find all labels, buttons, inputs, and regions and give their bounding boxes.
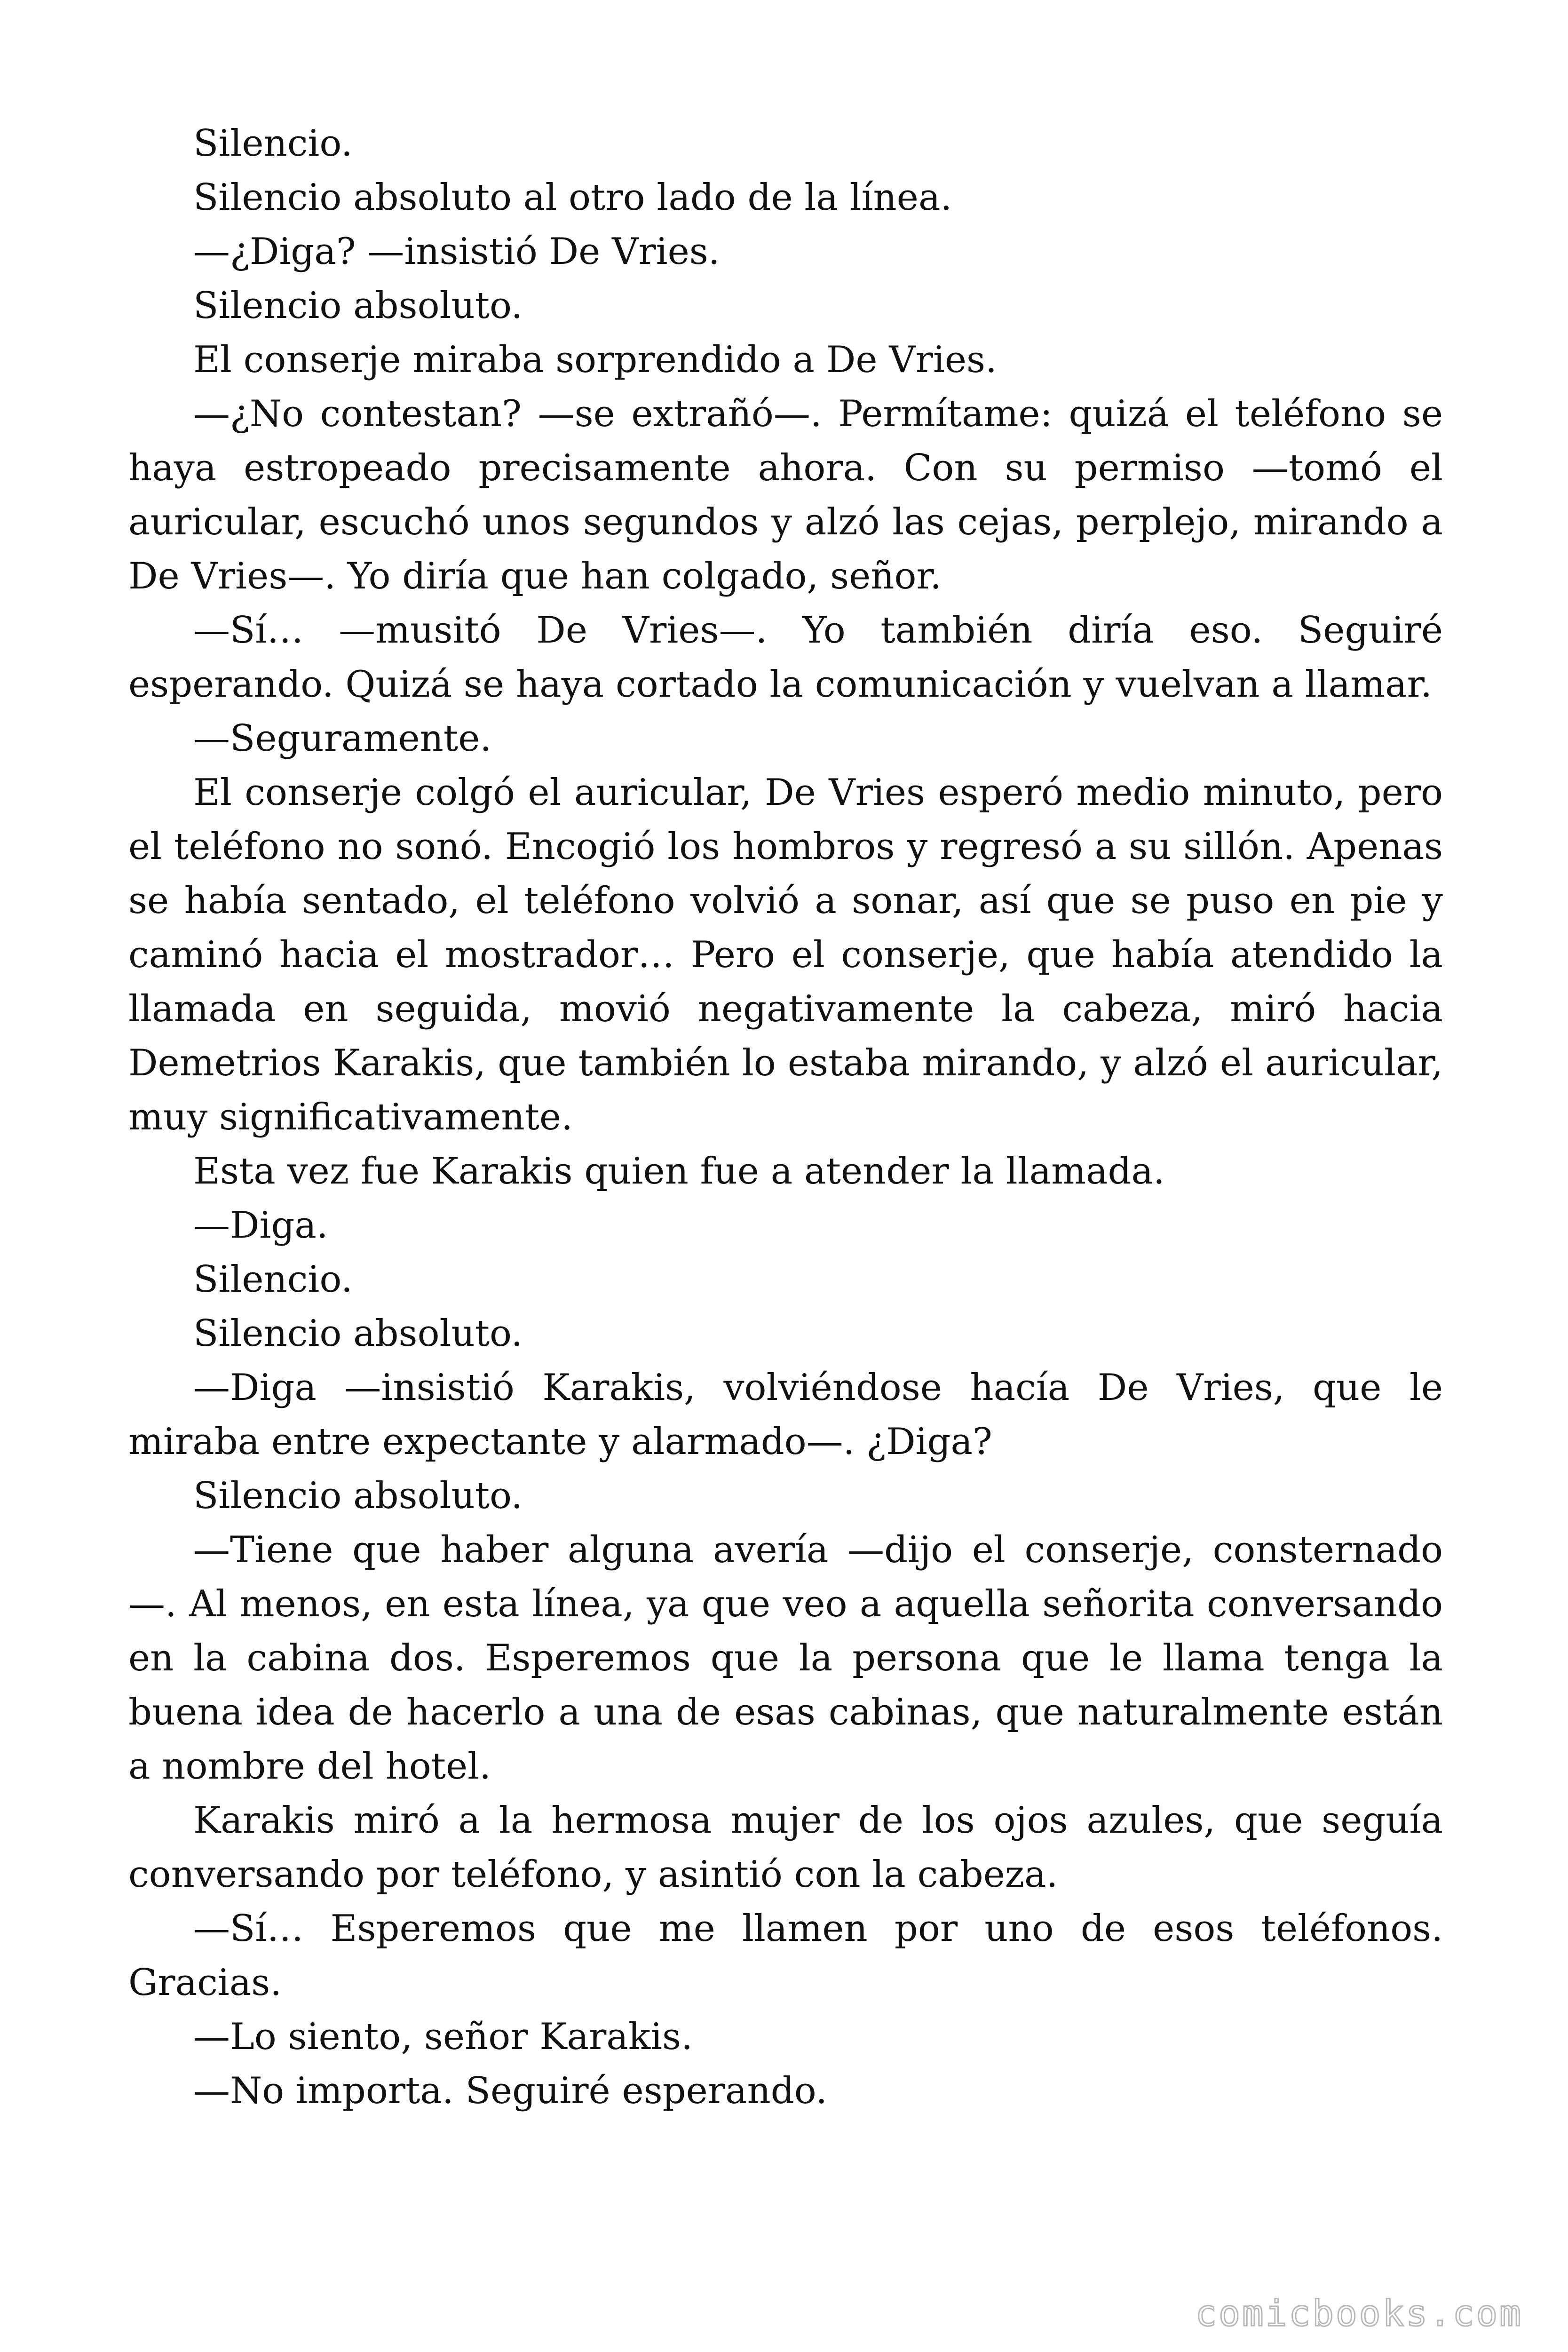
paragraph: —No importa. Seguiré esperando. <box>193 2070 828 2112</box>
paragraph: —Sí… —musitó De Vries—. Yo también diría eso. Seguiré esperando. Quizá se haya cortado la comunicación y vuelvan a llamar. <box>128 609 1443 706</box>
paragraph: Silencio absoluto. <box>193 1312 523 1355</box>
paragraph: —Tiene que haber alguna avería —dijo el conserje, consternado —. Al menos, en esta línea, ya que veo a aquella señorita conversando en la cabina dos. Esperemos que la persona que le llama tenga la buena idea de hacerlo a una de esas cabinas, que naturalmente están a nombre del hotel. <box>128 1529 1443 1788</box>
paragraph: Silencio absoluto. <box>193 285 523 327</box>
paragraph: Silencio absoluto. <box>193 1475 523 1517</box>
paragraph: —Diga. <box>193 1204 328 1247</box>
paragraph: Silencio absoluto al otro lado de la línea. <box>193 176 952 219</box>
watermark-text: comicbooks.com <box>1195 2292 1523 2334</box>
paragraph: —Lo siento, señor Karakis. <box>193 2016 693 2058</box>
paragraph: Karakis miró a la hermosa mujer de los ojos azules, que seguía conversando por teléfono, y asintió con la cabeza. <box>128 1799 1443 1896</box>
paragraph: —Sí… Esperemos que me llamen por uno de esos teléfonos. Gracias. <box>128 1907 1443 2004</box>
document-page <box>128 117 1443 2118</box>
paragraph: Silencio. <box>193 122 353 165</box>
paragraph: —Diga —insistió Karakis, volviéndose hacía De Vries, que le miraba entre expectante y alarmado—. ¿Diga? <box>128 1367 1443 1463</box>
paragraph: —¿No contestan? —se extrañó—. Permítame: quizá el teléfono se haya estropeado precisamente ahora. Con su permiso —tomó el auricular, escuchó unos segundos y alzó las cejas, perplejo, mirando a De Vries—. Yo diría que han colgado, señor. <box>128 393 1443 597</box>
paragraph: —¿Diga? —insistió De Vries. <box>193 230 720 273</box>
paragraph: El conserje miraba sorprendido a De Vries. <box>193 339 997 381</box>
paragraph: Silencio. <box>193 1258 353 1301</box>
paragraph: —Seguramente. <box>193 717 492 760</box>
paragraph: Esta vez fue Karakis quien fue a atender la llamada. <box>193 1150 1165 1192</box>
paragraph: El conserje colgó el auricular, De Vries esperó medio minuto, pero el teléfono no sonó. Encogió los hombros y regresó a su sillón. Apenas se había sentado, el teléfono volvió a sonar, así que se puso en pie y caminó hacia el mostrador… Pero el conserje, que había atendido la llamada en seguida, movió negativamente la cabeza, miró hacia Demetrios Karakis, que también lo estaba mirando, y alzó el auricular, muy significativamente. <box>128 771 1443 1138</box>
